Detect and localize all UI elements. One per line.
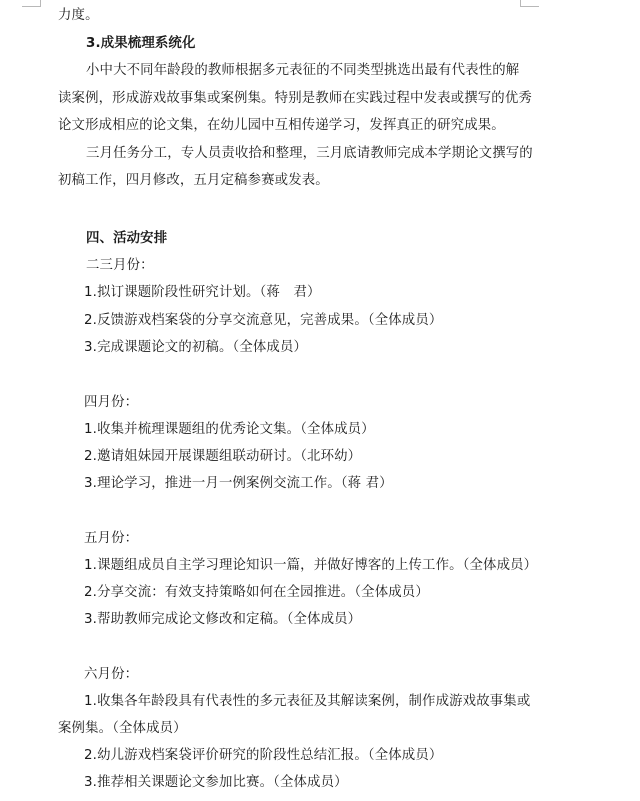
- paragraph-line: 初稿工作，四月修改，五月定稿参赛或发表。: [58, 173, 329, 188]
- list-item: 3.理论学习，推进一月一例案例交流工作。（蒋 君）: [84, 476, 393, 491]
- list-item: 3.完成课题论文的初稿。（全体成员）: [84, 340, 308, 355]
- list-item: 1.课题组成员自主学习理论知识一篇，并做好博客的上传工作。（全体成员）: [84, 558, 538, 573]
- list-item: 3.推荐相关课题论文参加比赛。（全体成员）: [84, 775, 348, 790]
- page-margin-mark-right: [520, 0, 539, 7]
- list-item: 1.拟订课题阶段性研究计划。（蒋 君）: [84, 285, 321, 300]
- paragraph-line: 论文形成相应的论文集，在幼儿园中互相传递学习，发挥真正的研究成果。: [58, 118, 505, 133]
- paragraph-line: 读案例，形成游戏故事集或案例集。特别是教师在实践过程中发表或撰写的优秀: [58, 91, 532, 106]
- list-item: 2.邀请姐妹园开展课题组联动研讨。（北环幼）: [84, 449, 362, 464]
- list-item: 2.反馈游戏档案袋的分享交流意见，完善成果。（全体成员）: [84, 313, 443, 328]
- month-label-may: 五月份：: [84, 531, 139, 546]
- month-label-apr: 四月份：: [84, 395, 139, 410]
- list-item-continued: 案例集。（全体成员）: [58, 721, 187, 736]
- continued-text: 力度。: [58, 8, 99, 23]
- paragraph-line: 小中大不同年龄段的教师根据多元表征的不同类型挑选出最有代表性的解: [86, 63, 520, 78]
- month-label-feb-mar: 二三月份：: [86, 258, 154, 273]
- list-item: 3.帮助教师完成论文修改和定稿。（全体成员）: [84, 612, 362, 627]
- paragraph-line: 三月任务分工，专人员责收拾和整理，三月底请教师完成本学期论文撰写的: [86, 146, 533, 161]
- list-item: 1.收集并梳理课题组的优秀论文集。（全体成员）: [84, 422, 375, 437]
- month-label-jun: 六月份：: [84, 667, 139, 682]
- activities-heading: 四、活动安排: [86, 231, 168, 246]
- page-margin-mark-left: [22, 0, 41, 7]
- section-3-heading: 3.成果梳理系统化: [86, 36, 196, 51]
- list-item: 2.分享交流：有效支持策略如何在全园推进。（全体成员）: [84, 585, 429, 600]
- list-item: 1.收集各年龄段具有代表性的多元表征及其解读案例，制作成游戏故事集或: [84, 694, 531, 709]
- list-item: 2.幼儿游戏档案袋评价研究的阶段性总结汇报。（全体成员）: [84, 748, 443, 763]
